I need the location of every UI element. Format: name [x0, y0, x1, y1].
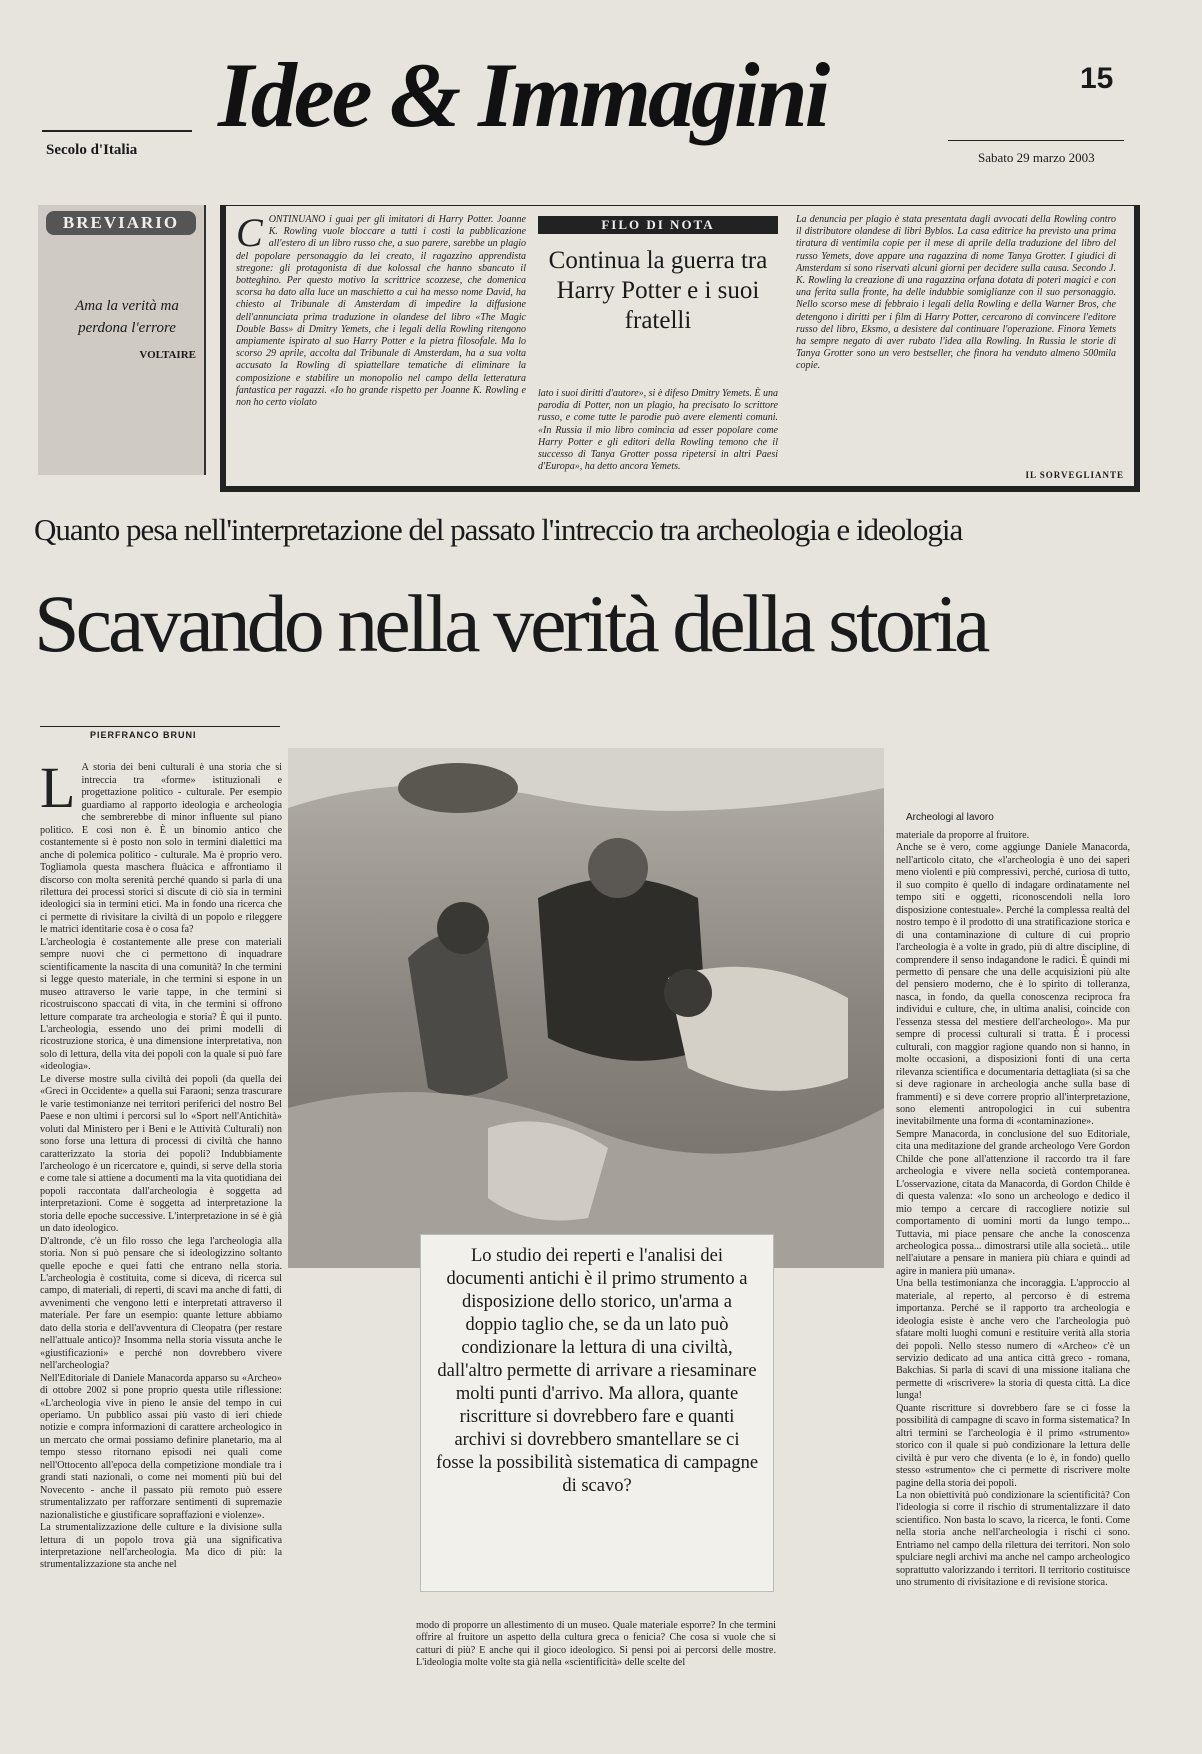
breviario-box [38, 205, 206, 475]
byline-rule [40, 726, 280, 727]
filo-col-1-text: ONTINUANO i guai per gli imitatori di Harry Potter. Joanne K. Rowling vuole bloccare a tutti i costi la pubblicazione all'estero di un libro russo che, a suo parere, sarebbe un plagio del popolare personaggio da lei creato, il ragazzino apprendista stregone: gli protagonista di due kolossal che hanno sbancato il botteghino. Per questo motivo la scrittrice scozzese, che domenica scorsa ha dato alla luce un maschietto a cui ha messo nome David, ha chiesto al Tribunale di Amsterdam di impedire la diffusione dell'annunciata prima traduzione in olandese del libro «The Magic Double Bass» di Dmitry Yemets, che i legali della Rowling ritengono ampiamente ispirato al suo Harry Potter e la pietra filosofale. Ma lo scorso 29 aprile, accolta dal Tribunale di Amsterdam, ha a sua volta accusato la Rowling di spiattellare tematiche di eliminare la composizione e stabilire un monopolio nel campo della letteratura fantastica per ragazzi. «Io ho grande rispetto per Joanne K. Rowling e non ho certo violato [236, 214, 526, 409]
person-right-head [664, 969, 712, 1017]
filo-col-3: La denuncia per plagio è stata presentata dagli avvocati della Rowling contro il distributore olandese di libri Byblos. La casa editrice ha previsto una prima tiratura di ventimila copie per il mese di aprile della traduzione del libro del russo Yemets, dove appare una ragazzina di nome Tanya Grotter. I giudici di Amsterdam si sono riservati alcuni giorni per decidere sulla causa. Secondo J. K. Rowling la creazione di una ragazzina orfana dotata di poteri magici e con una ferita sulla fronte, ha delle indubbie somiglianze con il suo personaggio. Nello scorso mese di febbraio i legali della Rowling e della Warner Bros, che detengono i diritti per i film di Harry Potter, cercarono di convincere l'editore russo del libro, Eksmo, a desistere dal continuare l'operazione. Finora Yemets ha sempre negato di aver rubato l'idea alla Rowling. In Russia le storie di Tanya Grotter sono un vero bestseller, che finora ha venduto almeno 500mila copie. [796, 214, 1116, 372]
filo-signature: IL SORVEGLIANTE [1025, 470, 1124, 480]
photo-caption: Archeologi al lavoro [906, 812, 994, 823]
breviario-label: BREVIARIO [46, 211, 196, 235]
issue-date: Sabato 29 marzo 2003 [978, 150, 1095, 165]
pull-quote: Lo studio dei reperti e l'analisi dei documenti antichi è il primo strumento a disposizione dello storico, un'arma a doppio taglio che, se da un lato può condizionare la lettura di una civiltà, dall'altro permette di arrivare a riesaminare molti punti d'arrivo. Ma allora, quante riscritture si dovrebbero fare e quanti archivi si dovrebbero smantellare se ci fosse la possibilità sistematica di campagne di scavo? [435, 1246, 759, 1496]
article-kicker: Quanto pesa nell'interpretazione del passato l'intreccio tra archeologia e ideologia [34, 512, 963, 547]
breviario-author: VOLTAIRE [139, 349, 196, 361]
pull-quote-box [420, 1234, 774, 1592]
filo-col-2: lato i suoi diritti d'autore», si è difeso Dmitry Yemets. È una parodia di Potter, non un plagio, ha precisato lo scrittore russo, e come tutte le parodie può avere elementi comuni. «In Russia il mio libro comincia ad esser popolare come Harry Potter e gli editori della Rowling temono che il successo di Tanya Grotter possa ripetersi in altri Paesi d'Europa», ha detto ancora Yemets. [538, 388, 779, 473]
filo-di-nota-box [220, 205, 1140, 492]
paper-name: Secolo d'Italia [46, 142, 138, 158]
person-left-head [437, 902, 489, 954]
photo-illustration [288, 748, 884, 1268]
filo-label: FILO DI NOTA [538, 216, 778, 234]
page-number: 15 [1080, 62, 1114, 95]
filo-col-1 [236, 210, 526, 409]
person-center-head [588, 838, 648, 898]
archaeologists-photo [288, 748, 884, 1268]
filo-drop-cap: C [236, 210, 263, 255]
article-left-text: A storia dei beni culturali è una storia che si intreccia tra «forme» istituzionali e progettazione politico - culturale. Per esempio guardiamo al rapporto ideologia e archeologia che sembrerebbe di minor influente sul piano politico. E così non è. È un binomio antico che costantemente si è posto non solo in termini dialettici ma anche di polemica politico - culturale. Ma è proprio vero. Togliamola questa maschera fluàcica e affrontiamo il discorso con molta serenità perché quando si parla di una rilettura dei processi storici si discute di ciò sia in termini ideologici sia in termini etici. Ma in fondo una ricerca che ci permette di rivisitare la civiltà di un popolo e rileggere le matrici identitarie cosa è o cosa fa? L'archeologia è costantemente alle prese con materiali sempre nuovi che ci permettono di inquadrare scientificamente la nascita di una comunità? In che termini si legge questo materiale, in che termini si espone in un museo attraverso le varie tappe, in che termini si ricostruiscono spaccati di vita, in che termini si offrono letture comparate tra archeologia e storia? È qui il punto. L'archeologia, essendo uno dei primi modelli di ricostruzione storica, è una dimensione interpretativa, non solo di lettura, della vita dei popoli con la quale si può fare «ideologia». Le diverse mostre sulla civiltà dei popoli (da quella dei «Greci in Occidente» a quella sui Faraoni; senza trascurare le varie testimonianze nei territori periferici del nostro Bel Paese e non ultimi i percorsi sul lo «Sport nell'Antichità» voluti dal Ministero per i Beni e le Attività Culturali) non sono forse una lettura di processi di civiltà che hanno caratterizzato la storia dei popoli? Indubbiamente l'archeologo è un ricercatore e, quindi, si serve della storia e come tale si attiene a documenti ma la vita quotidiana dei popoli raccontata dall'archeologia è soggetta ad interpretazioni. Come è soggetta ad interpretazione la storia delle epoche successive. L'interpretazione in sé è già un dato ideologico. D'altronde, c'è un filo rosso che lega l'archeologia alla storia. Non si può pensare che si ideologizzino soltanto quelle epoche e quei fatti che entrano nella storia. L'archeologia è costituita, come si diceva, di ricerca sul campo, di materiali, di reperti, di scavi ma anche di fatti, di avvenimenti che vengono letti e interpretati attraverso il materiale. Per fare un esempio: quante letture abbiamo dato della storia e dell'avventura di Cleopatra (per restare nell'attuale antico)? Insomma nella storia vissuta anche le «giustificazioni» e perché non dovrebbero vivere nell'archeologia? Nell'Editoriale di Daniele Manacorda apparso su «Archeo» di ottobre 2002 si pone proprio questa utile riflessione: «L'archeologia vive in pieno le ansie del tempo in cui operiamo. Un pubblico assai più vasto di ieri chiede notizie e compra informazioni di carattere archeologico in un mercato che ormai possiamo definire planetario, ma al tempo stesso ritornano episodi nei quali come nell'Ottocento all'epoca della competizione mondiale tra i grandi stati nazionali, o come nei momenti più bui del Novecento - anche il passato più remoto può essere strumentalizzato per rafforzare sentimenti di supremazie nazionalistiche e giustificare sopraffazioni e violenze». La strumentalizzazione delle culture e la divisione sulla lettura di un popolo trova già una significativa interpretazione nell'archeologia. Ma dico di più: la strumentalizzazione sta anche nel [40, 762, 282, 1571]
rock-shape [398, 763, 518, 813]
byline: PIERFRANCO BRUNI [90, 730, 197, 740]
breviario-quote: Ama la verità ma perdona l'errore [75, 298, 179, 336]
article-headline: Scavando nella verità della storia [34, 578, 987, 669]
article-drop-cap: L [40, 755, 76, 821]
filo-headline: Continua la guerra tra Harry Potter e i suoi fratelli [548, 247, 768, 334]
article-middle-bottom: modo di proporre un allestimento di un museo. Quale materiale esporre? In che termini offrire al fruitore un aspetto della cultura greca o fenicia? Che cosa si vuole che si catturi di più? E anche qui il gioco ideologico. Si pensi poi ai percorsi delle mostre. L'ideologia molte volte sta già nella «scientificità» delle scelte del [416, 1620, 776, 1669]
article-right-column: materiale da proporre al fruitore. Anche se è vero, come aggiunge Daniele Manacorda, nell'articolo citato, che «l'archeologia è uno dei saperi meno violenti e più compressivi, perché, curiosa di tutto, il suo compito è quello di indagare ordinatamente nel tempo siti e oggetti, riconoscendoli nella loro disposizione contestuale». Perché la complessa realtà del nostro tempo è il prodotto di una stratificazione storica e di una contaminazione di culture di cui proprio l'archeologia è a volte in grado, più di altre discipline, di comprendere il senso indagandone le radici. È quindi mi permetto di pensare che una delle acquisizioni più alte del pensiero moderno, che è lo spirito di tolleranza, nasca, in fondo, da quella conoscenza reciproca fra individui e culture, che, in ultima analisi, coincide con l'essenza stessa del mestiere dell'archeologo». Ma pur sempre di processi culturali si tratta. È i processi culturali, con maggior ragione quando non si hanno, in molte occasioni, a disposizioni fonti di una certa rilevanza scientifica e documentaria dettagliata (si sa che si deve ragionare in archeologia anche sulla base di frammenti) e si deve correre proprio all'interpretazione, sono elementi antropologici in cui subentra inevitabilmente una forma di «contaminazione». Sempre Manacorda, in conclusione del suo Editoriale, cita una meditazione del grande archeologo Vere Gordon Childe che pone all'attenzione il raccordo tra il fare archeologia e vivere nella società contemporanea. L'osservazione, citata da Manacorda, di Gordon Childe è di questa valenza: «Io sono un archeologo e dedico il mio tempo a cercare di raccogliere notizie sul comportamento di uomini morti da lungo tempo... Tuttavia, mi piace pensare che anche la conoscenza archeologica possa... dimostrarsi utile alla società... utile nell'aiutare a pensare in maniera più chiara e quindi ad agire in maniera più umana». Una bella testimonianza che incoraggia. L'approccio al materiale, al reperto, al percorso è di estrema importanza. Perché se il rapporto tra archeologia e ideologia esiste è anche vero che l'archeologia può sfatare molti luoghi comuni e restituire verità alla storia dei popoli. Nello stesso numero di «Archeo» c'è un servizio dedicato ad una antica città greco - romana, Bakchias. Si parla di scavi di una missione italiana che permette di «riscrivere» la storia di questa città. La dice lunga! Quante riscritture si dovrebbero fare se ci fosse la possibilità di campagne di scavo in forma sistematica? In altri termini se l'archeologia è il primo «strumento» storico con il quale si può condizionare la lettura delle civiltà è pur vero che diventa (e lo è, in fondo) quello stesso «strumento» che ci permette di riscrivere molte pagine della storia dei popoli. La non obiettività può condizionare la scientificità? Con l'ideologia si corre il rischio di strumentalizzare il dato scientifico. Non basta lo scavo, la ricerca, le fonti. Come nella storia anche nell'archeologia i rischi ci sono. Entriamo nel campo della rilettura dei territori. Non solo spulciare negli archivi ma anche nel campo archeologico soprattutto valorizzando i territori. Il territorio costituisce uno strumento di rivisitazione e di revisione storica. [896, 830, 1130, 1589]
section-title: Idee & Immagini [218, 44, 828, 146]
article-left-column [40, 750, 282, 1695]
masthead-right-rule [948, 140, 1124, 141]
